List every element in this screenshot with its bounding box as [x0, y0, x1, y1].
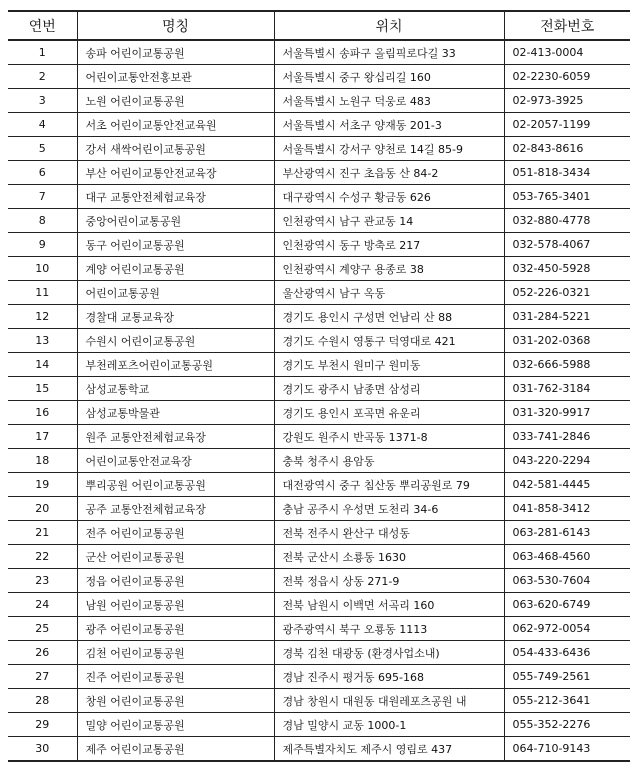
cell-location: 전북 군산시 소룡동 1630 [274, 545, 504, 569]
cell-phone: 033-741-2846 [504, 425, 630, 449]
cell-name: 제주 어린이교통공원 [77, 737, 274, 762]
cell-index: 10 [8, 257, 77, 281]
table-row [8, 113, 630, 137]
table-row [8, 401, 630, 425]
table-row [8, 257, 630, 281]
cell-name: 어린이교통공원 [77, 281, 274, 305]
cell-phone: 031-202-0368 [504, 329, 630, 353]
table-row [8, 713, 630, 737]
table-row [8, 449, 630, 473]
table-row [8, 497, 630, 521]
table-row [8, 665, 630, 689]
cell-location: 충북 청주시 용암동 [274, 449, 504, 473]
cell-location: 인천광역시 남구 관교동 14 [274, 209, 504, 233]
cell-index: 22 [8, 545, 77, 569]
cell-phone: 031-320-9917 [504, 401, 630, 425]
cell-name: 중앙어린이교통공원 [77, 209, 274, 233]
cell-index: 12 [8, 305, 77, 329]
cell-index: 29 [8, 713, 77, 737]
cell-phone: 063-281-6143 [504, 521, 630, 545]
table-row [8, 329, 630, 353]
table-row [8, 353, 630, 377]
table-row [8, 161, 630, 185]
cell-index: 15 [8, 377, 77, 401]
cell-name: 어린이교통안전교육장 [77, 449, 274, 473]
cell-name: 삼성교통학교 [77, 377, 274, 401]
table-row [8, 281, 630, 305]
cell-location: 강원도 원주시 반곡동 1371-8 [274, 425, 504, 449]
cell-name: 경찰대 교통교육장 [77, 305, 274, 329]
cell-phone: 031-762-3184 [504, 377, 630, 401]
cell-location: 울산광역시 남구 옥동 [274, 281, 504, 305]
cell-location: 전북 남원시 이백면 서곡리 160 [274, 593, 504, 617]
cell-index: 1 [8, 40, 77, 65]
cell-phone: 063-468-4560 [504, 545, 630, 569]
cell-name: 어린이교통안전홍보관 [77, 65, 274, 89]
cell-location: 경남 창원시 대원동 대원레포츠공원 내 [274, 689, 504, 713]
cell-phone: 02-2057-1199 [504, 113, 630, 137]
cell-location: 서울특별시 강서구 양천로 14길 85-9 [274, 137, 504, 161]
cell-location: 서울특별시 중구 왕십리길 160 [274, 65, 504, 89]
cell-name: 광주 어린이교통공원 [77, 617, 274, 641]
header-row [8, 11, 630, 40]
cell-name: 수원시 어린이교통공원 [77, 329, 274, 353]
table-body [8, 40, 630, 761]
cell-index: 24 [8, 593, 77, 617]
cell-index: 8 [8, 209, 77, 233]
cell-name: 군산 어린이교통공원 [77, 545, 274, 569]
cell-name: 삼성교통박물관 [77, 401, 274, 425]
cell-name: 창원 어린이교통공원 [77, 689, 274, 713]
cell-name: 밀양 어린이교통공원 [77, 713, 274, 737]
table-row [8, 40, 630, 65]
cell-index: 4 [8, 113, 77, 137]
cell-location: 경기도 광주시 남종면 삼성리 [274, 377, 504, 401]
cell-name: 대구 교통안전체험교육장 [77, 185, 274, 209]
cell-name: 노원 어린이교통공원 [77, 89, 274, 113]
cell-name: 원주 교통안전체험교육장 [77, 425, 274, 449]
cell-phone: 032-666-5988 [504, 353, 630, 377]
cell-name: 부산 어린이교통안전교육장 [77, 161, 274, 185]
cell-index: 6 [8, 161, 77, 185]
cell-index: 18 [8, 449, 77, 473]
cell-name: 동구 어린이교통공원 [77, 233, 274, 257]
cell-phone: 054-433-6436 [504, 641, 630, 665]
table-row [8, 617, 630, 641]
cell-location: 경남 밀양시 교동 1000-1 [274, 713, 504, 737]
cell-name: 진주 어린이교통공원 [77, 665, 274, 689]
table-row [8, 425, 630, 449]
cell-location: 경기도 부천시 원미구 원미동 [274, 353, 504, 377]
cell-name: 계양 어린이교통공원 [77, 257, 274, 281]
cell-index: 11 [8, 281, 77, 305]
header-phone: 전화번호 [504, 11, 630, 40]
table-row [8, 185, 630, 209]
cell-location: 인천광역시 계양구 용종로 38 [274, 257, 504, 281]
table-row [8, 737, 630, 762]
cell-location: 광주광역시 북구 오룡동 1113 [274, 617, 504, 641]
cell-name: 김천 어린이교통공원 [77, 641, 274, 665]
cell-index: 3 [8, 89, 77, 113]
cell-location: 경남 진주시 평거동 695-168 [274, 665, 504, 689]
cell-phone: 02-843-8616 [504, 137, 630, 161]
cell-phone: 031-284-5221 [504, 305, 630, 329]
cell-location: 경기도 수원시 영통구 덕영대로 421 [274, 329, 504, 353]
table-row [8, 233, 630, 257]
cell-location: 대구광역시 수성구 황금동 626 [274, 185, 504, 209]
cell-phone: 02-973-3925 [504, 89, 630, 113]
table-row [8, 569, 630, 593]
cell-index: 30 [8, 737, 77, 762]
cell-location: 경기도 용인시 구성면 언남리 산 88 [274, 305, 504, 329]
cell-phone: 042-581-4445 [504, 473, 630, 497]
table-row [8, 137, 630, 161]
cell-phone: 063-530-7604 [504, 569, 630, 593]
cell-phone: 043-220-2294 [504, 449, 630, 473]
cell-phone: 062-972-0054 [504, 617, 630, 641]
cell-location: 충남 공주시 우성면 도천리 34-6 [274, 497, 504, 521]
cell-index: 25 [8, 617, 77, 641]
facility-table-container [8, 10, 630, 762]
cell-index: 19 [8, 473, 77, 497]
cell-phone: 032-578-4067 [504, 233, 630, 257]
cell-phone: 053-765-3401 [504, 185, 630, 209]
cell-phone: 055-749-2561 [504, 665, 630, 689]
table-row [8, 209, 630, 233]
header-name: 명칭 [77, 11, 274, 40]
cell-index: 5 [8, 137, 77, 161]
cell-location: 부산광역시 진구 초읍동 산 84-2 [274, 161, 504, 185]
cell-location: 제주특별자치도 제주시 영림로 437 [274, 737, 504, 762]
cell-name: 남원 어린이교통공원 [77, 593, 274, 617]
cell-index: 7 [8, 185, 77, 209]
cell-index: 21 [8, 521, 77, 545]
cell-phone: 064-710-9143 [504, 737, 630, 762]
header-location: 위치 [274, 11, 504, 40]
table-row [8, 473, 630, 497]
cell-index: 28 [8, 689, 77, 713]
cell-phone: 055-212-3641 [504, 689, 630, 713]
table-row [8, 305, 630, 329]
cell-location: 인천광역시 동구 방축로 217 [274, 233, 504, 257]
table-row [8, 545, 630, 569]
cell-index: 20 [8, 497, 77, 521]
cell-location: 서울특별시 서초구 양재동 201-3 [274, 113, 504, 137]
cell-index: 16 [8, 401, 77, 425]
cell-name: 강서 새싹어린이교통공원 [77, 137, 274, 161]
cell-location: 서울특별시 송파구 올림픽로다길 33 [274, 40, 504, 65]
cell-phone: 055-352-2276 [504, 713, 630, 737]
cell-location: 경북 김천 대광동 (환경사업소내) [274, 641, 504, 665]
cell-phone: 032-450-5928 [504, 257, 630, 281]
cell-location: 전북 전주시 완산구 대성동 [274, 521, 504, 545]
cell-index: 26 [8, 641, 77, 665]
cell-index: 17 [8, 425, 77, 449]
cell-phone: 041-858-3412 [504, 497, 630, 521]
table-row [8, 65, 630, 89]
table-row [8, 689, 630, 713]
cell-phone: 063-620-6749 [504, 593, 630, 617]
cell-name: 공주 교통안전체험교육장 [77, 497, 274, 521]
header-index: 연번 [8, 11, 77, 40]
cell-name: 정읍 어린이교통공원 [77, 569, 274, 593]
cell-location: 전북 정읍시 상동 271-9 [274, 569, 504, 593]
table-row [8, 89, 630, 113]
cell-index: 14 [8, 353, 77, 377]
cell-index: 23 [8, 569, 77, 593]
cell-location: 경기도 용인시 포곡면 유운리 [274, 401, 504, 425]
cell-name: 뿌리공원 어린이교통공원 [77, 473, 274, 497]
table-row [8, 641, 630, 665]
cell-index: 27 [8, 665, 77, 689]
cell-phone: 051-818-3434 [504, 161, 630, 185]
cell-phone: 052-226-0321 [504, 281, 630, 305]
table-row [8, 593, 630, 617]
cell-index: 13 [8, 329, 77, 353]
cell-index: 9 [8, 233, 77, 257]
table-row [8, 521, 630, 545]
cell-name: 전주 어린이교통공원 [77, 521, 274, 545]
cell-phone: 02-413-0004 [504, 40, 630, 65]
cell-phone: 032-880-4778 [504, 209, 630, 233]
table-row [8, 377, 630, 401]
cell-index: 2 [8, 65, 77, 89]
cell-name: 부천레포츠어린이교통공원 [77, 353, 274, 377]
cell-name: 서초 어린이교통안전교육원 [77, 113, 274, 137]
cell-phone: 02-2230-6059 [504, 65, 630, 89]
cell-name: 송파 어린이교통공원 [77, 40, 274, 65]
cell-location: 서울특별시 노원구 덕웅로 483 [274, 89, 504, 113]
facility-table [8, 10, 630, 762]
cell-location: 대전광역시 중구 침산동 뿌리공원로 79 [274, 473, 504, 497]
